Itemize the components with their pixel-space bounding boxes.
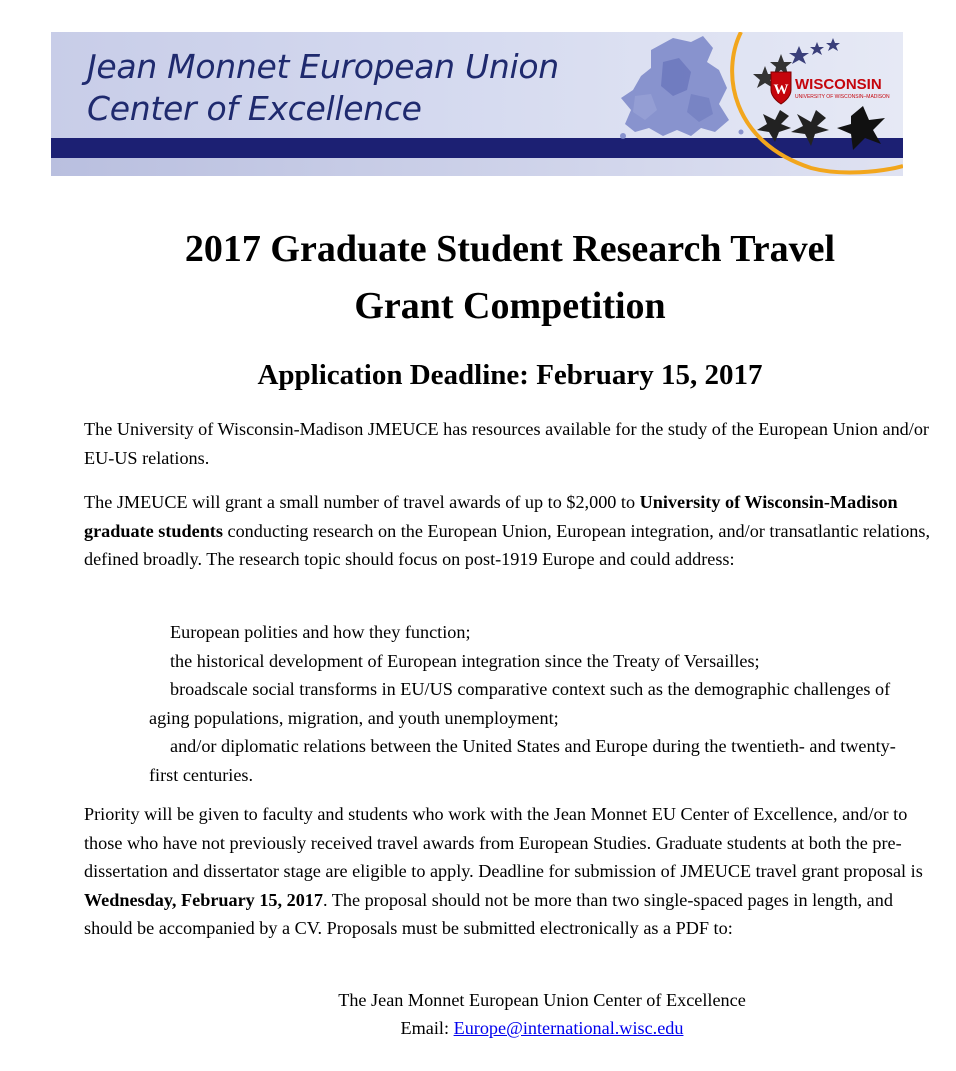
- list-item: broadscale social transforms in EU/US comparative context such as the demographic challenges of aging populations, migration, and youth unemployment;: [149, 679, 891, 728]
- email-label: Email:: [400, 1018, 454, 1038]
- banner-title-line1: Jean Monnet European Union: [87, 47, 559, 86]
- banner-title: [87, 46, 559, 130]
- page-title-line1: 2017 Graduate Student Research Travel: [184, 228, 836, 270]
- list-item: and/or diplomatic relations between the United States and Europe during the twentieth- and twenty-first centuries.: [149, 736, 896, 785]
- list-item: European polities and how they function;: [170, 622, 471, 642]
- application-deadline: Application Deadline: February 15, 2017: [257, 359, 763, 391]
- research-topics-list: [149, 618, 919, 789]
- priority-text-before: Priority will be given to faculty and students who work with the Jean Monnet EU Center of Excellence, and/or to those who have not previously received travel awards from European Studies. Graduate students at both the pre-dissertation and dissertator stage are eligible to apply. Deadline for submission of JMEUCE travel grant proposal is: [84, 804, 923, 881]
- award-text-after: conducting research on the European Union, European integration, and/or transatlantic relations, defined broadly. The research topic should focus on post-1919 Europe and could address:: [84, 520, 931, 569]
- header-banner: [51, 32, 903, 176]
- wisconsin-wordmark: WISCONSIN: [795, 76, 882, 93]
- wisconsin-subtext: UNIVERSITY OF WISCONSIN–MADISON: [795, 94, 890, 100]
- banner-title-line2: Center of Excellence: [87, 89, 422, 128]
- gold-arc: [732, 32, 903, 172]
- priority-paragraph: [84, 800, 934, 943]
- priority-text-after: . The proposal should not be more than two single-spaced pages in length, and should be accompanied by a CV. Proposals must be submitted electronically as a PDF to:: [84, 889, 893, 938]
- svg-text:W: W: [773, 82, 789, 98]
- email-link[interactable]: Europe@international.wisc.edu: [453, 1018, 684, 1038]
- deadline-date-bold: Wednesday, February 15, 2017: [84, 889, 323, 910]
- contact-org: The Jean Monnet European Union Center of Excellence: [338, 990, 746, 1010]
- intro-paragraph: The University of Wisconsin-Madison JMEUCE has resources available for the study of the European Union and/or EU-US relations.: [84, 419, 929, 468]
- award-text-before: The JMEUCE will grant a small number of travel awards of up to $2,000 to: [84, 492, 640, 512]
- award-paragraph: [84, 488, 934, 574]
- europe-map-icon: [620, 36, 744, 139]
- contact-email-line: [80, 1014, 956, 1042]
- award-eligibility-bold: University of Wisconsin-Madison graduate students: [84, 492, 898, 541]
- page-title-line2: Grant Competition: [354, 285, 666, 327]
- contact-block: [80, 986, 956, 1042]
- uw-crest-icon: [771, 72, 791, 104]
- list-item: the historical development of European integration since the Treaty of Versailles;: [170, 650, 760, 671]
